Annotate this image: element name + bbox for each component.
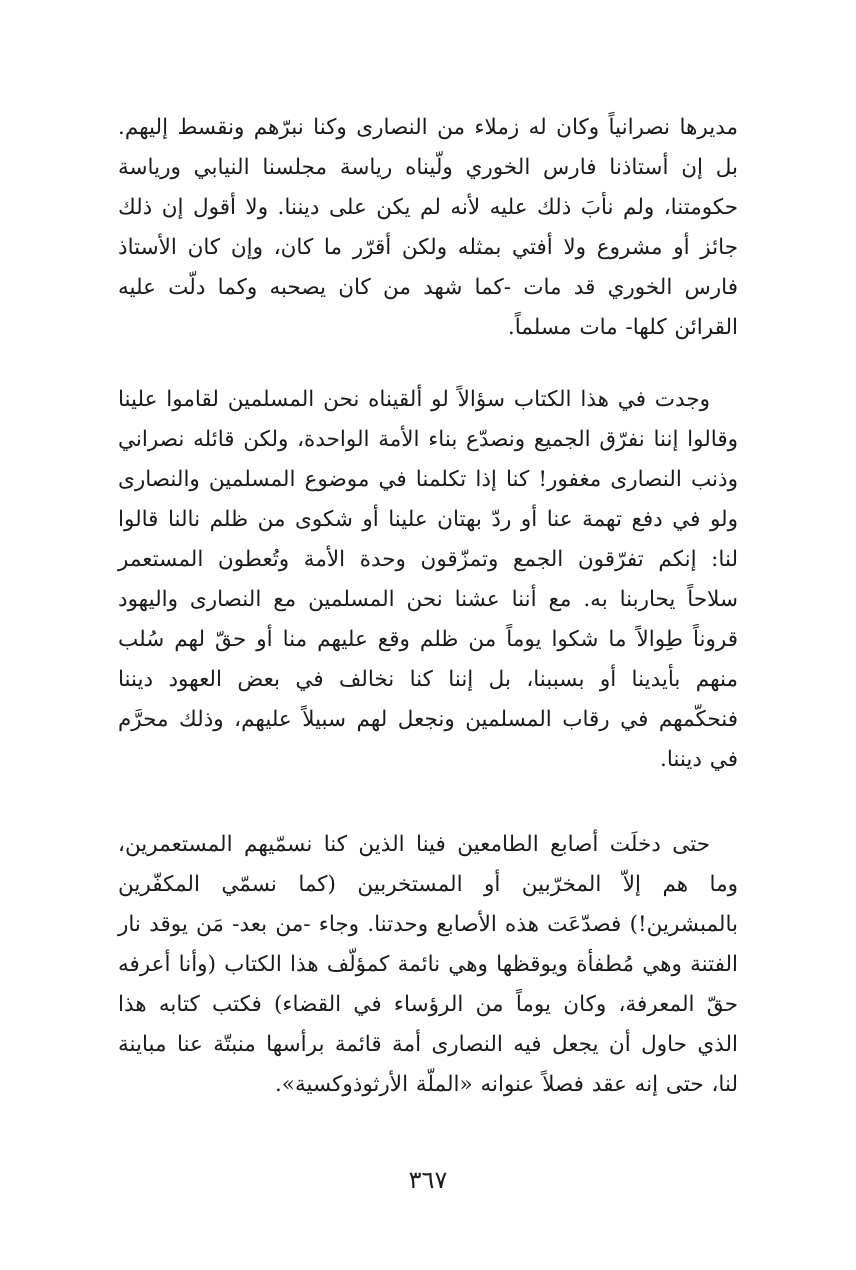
paragraph-text: وجدت في هذا الكتاب سؤالاً لو ألقيناه نحن المسلمين لقاموا علينا وقالوا إننا نفرّق الجميع ونصدّع بناء الأمة الواحدة، ولكن قائله نصراني وذنب النصارى مغفور! كنا إذا تكلمنا في موضوع المسلمين والنصارى ولو في دفع تهمة عنا أو ردّ بهتان علينا أو شكوى من ظلم نالنا قالوا لنا: إنكم تفرّقون الجمع وتمزّقون وحدة الأمة وتُعطون المستعمر سلاحاً يحاربنا به. مع أننا عشنا نحن المسلمين مع النصارى واليهود قروناً طِوالاً ما شكوا يوماً من ظلم وقع عليهم منا أو حقّ لهم سُلب منهم بأيدينا أو بسببنا، بل إننا كنا نخالف في بعض العهود ديننا فنحكّمهم في رقاب المسلمين ونجعل لهم سبيلاً عليهم، وذلك محرَّم في ديننا. xyxy=(118,387,738,772)
paragraph-2 xyxy=(118,380,738,780)
paragraph-text: حتى دخلَت أصابع الطامعين فينا الذين كنا نسمّيهم المستعمرين، وما هم إلاّ المخرّبين أو المستخربين (كما نسمّي المكفّرين بالمبشرين!) فصدّعَت هذه الأصابع وحدتنا. وجاء -من بعد- مَن يوقد نار الفتنة وهي مُطفأة ويوقظها وهي نائمة كمؤلّف هذا الكتاب (وأنا أعرفه حقّ المعرفة، وكان يوماً من الرؤساء في القضاء) فكتب كتابه هذا الذي حاول أن يجعل فيه النصارى أمة قائمة برأسها منبتّة عنا مباينة لنا، حتى إنه عقد فصلاً عنوانه «الملّة الأرثوذوكسية». xyxy=(118,832,738,1097)
paragraph-1 xyxy=(118,108,738,348)
page-number: ٣٦٧ xyxy=(408,1166,448,1194)
paragraph-3 xyxy=(118,825,738,1105)
paragraph-text: مديرها نصرانياً وكان له زملاء من النصارى وكنا نبرّهم ونقسط إليهم. بل إن أستاذنا فارس الخوري ولّيناه رياسة مجلسنا النيابي ورياسة حكومتنا، ولم نأبَ ذلك عليه لأنه لم يكن على ديننا. ولا أقول إن ذلك جائز أو مشروع ولا أفتي بمثله ولكن أقرّر ما كان، وإن كان الأستاذ فارس الخوري قد مات -كما شهد من كان يصحبه وكما دلّت عليه القرائن كلها- مات مسلماً. xyxy=(118,115,738,340)
